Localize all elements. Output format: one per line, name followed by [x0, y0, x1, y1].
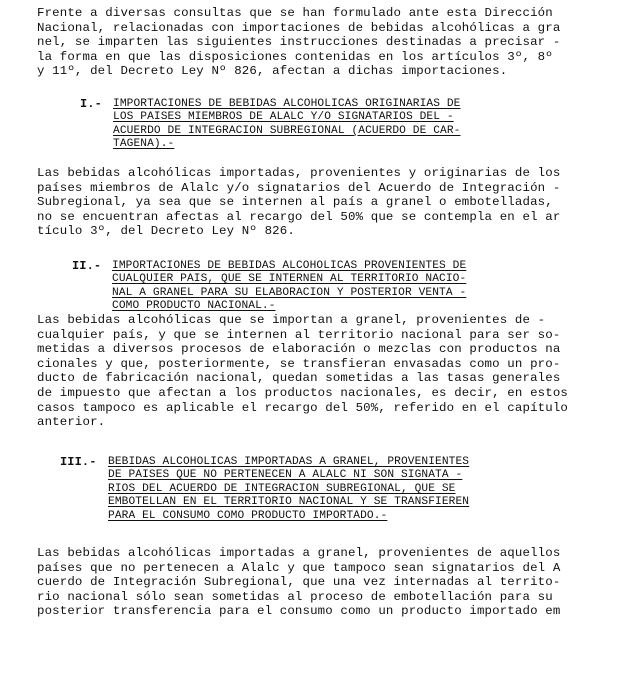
section-2-body-line: cionales y que, posteriormente, se transfieran envasadas como un pro- [37, 356, 561, 371]
intro-line: nel, se imparten las siguientes instrucciones destinadas a precisar - [37, 35, 561, 50]
section-2-body-line: anterior. [37, 415, 106, 430]
section-2-number: II.- [72, 259, 102, 273]
section-3-heading-line: DE PAISES QUE NO PERTENECEN A ALALC NI SON SIGNATA - [108, 469, 463, 482]
section-1-body-line: no se encuentran afectas al recargo del 50% que se contempla en el ar [37, 209, 561, 224]
section-3-body-line: posterior transferencia para el consumo como un producto importado em [37, 604, 561, 619]
section-2-body-line: Las bebidas alcohólicas que se importan a granel, provenientes de - [37, 313, 546, 327]
intro-paragraph [37, 6, 602, 79]
section-3-heading-line: PARA EL CONSUMO COMO PRODUCTO IMPORTADO.- [108, 509, 388, 522]
section-2-body-line: cualquier país, y que se internen al territorio nacional para ser so- [37, 327, 561, 342]
section-1-paragraph [37, 166, 605, 239]
section-2-heading-line: NAL A GRANEL PARA SU ELABORACION Y POSTERIOR VENTA - [112, 286, 467, 299]
section-1-number: I.- [80, 97, 102, 111]
section-3-heading-line: EMBOTELLAN EN EL TERRITORIO NACIONAL Y SE TRANSFIEREN [108, 496, 470, 509]
section-3-body-line: Las bebidas alcohólicas importadas a granel, provenientes de aquellos [37, 546, 561, 560]
section-1-heading-line: ACUERDO DE INTEGRACION SUBREGIONAL (ACUERDO DE CAR- [113, 124, 461, 137]
section-1-body-line: países miembros de Alalc y/o signatarios del Acuerdo de Integración - [37, 180, 561, 195]
section-1-heading-line: LOS PAISES MIEMBROS DE ALALC Y/O SIGNATARIOS DEL - [113, 111, 454, 124]
section-1-body-line: tículo 3º, del Decreto Ley Nº 826. [37, 224, 295, 239]
section-2-paragraph [37, 313, 609, 430]
section-2-heading-line: CUALQUIER PAIS, QUE SE INTERNEN AL TERRITORIO NACIO- [112, 273, 467, 286]
section-3-body-line: cuerdo de Integración Subregional, que una vez internadas al territo- [37, 575, 561, 590]
section-1-body-line: Subregional, ya sea que se internen al país a granel o embotelladas, [37, 195, 553, 210]
section-3-body-line: países que no pertenecen a Alalc y que tampoco sean signatarios del A [37, 560, 561, 575]
section-2-body-line: ducto de fabricación nacional, quedan sometidas a las tasas generales [37, 371, 561, 386]
section-2-heading-line: COMO PRODUCTO NACIONAL.- [112, 300, 276, 313]
section-3-body-line: rio nacional sólo sean sometidas al proceso de embotellación para su [37, 589, 553, 604]
section-1-heading-line: IMPORTACIONES DE BEBIDAS ALCOHOLICAS ORIGINARIAS DE [113, 98, 461, 110]
section-2-body-line: casos tampoco es aplicable el recargo del 50%, referido en el capítulo [37, 400, 568, 415]
section-3-heading-line: RIOS DEL ACUERDO DE INTEGRACION SUBREGIONAL, QUE SE [108, 482, 456, 495]
intro-line: Nacional, relacionadas con importaciones de bebidas alcohólicas a gra [37, 20, 561, 35]
section-3-paragraph [37, 546, 609, 619]
intro-line: y 11º, del Decreto Ley Nº 826, afectan a dichas importaciones. [37, 64, 508, 79]
intro-line: Frente a diversas consultas que se han formulado ante esta Dirección [37, 6, 553, 20]
section-3-number: III.- [60, 455, 97, 469]
section-1-heading-line: TAGENA).- [113, 138, 175, 151]
section-1-body-line: Las bebidas alcohólicas importadas, provenientes y originarias de los [37, 166, 561, 180]
section-3-heading-line: BEBIDAS ALCOHOLICAS IMPORTADAS A GRANEL, PROVENIENTES [108, 456, 470, 468]
intro-line: la forma en que las disposiciones contenidas en los artículos 3º, 8º [37, 49, 553, 64]
section-2-body-line: metidas a diversos procesos de elaboración o mezclas con productos na [37, 342, 561, 357]
section-2-body-line: de impuesto que afectan a los productos nacionales, es decir, en estos [37, 385, 568, 400]
section-2-heading-line: IMPORTACIONES DE BEBIDAS ALCOHOLICAS PROVENIENTES DE [112, 260, 467, 272]
